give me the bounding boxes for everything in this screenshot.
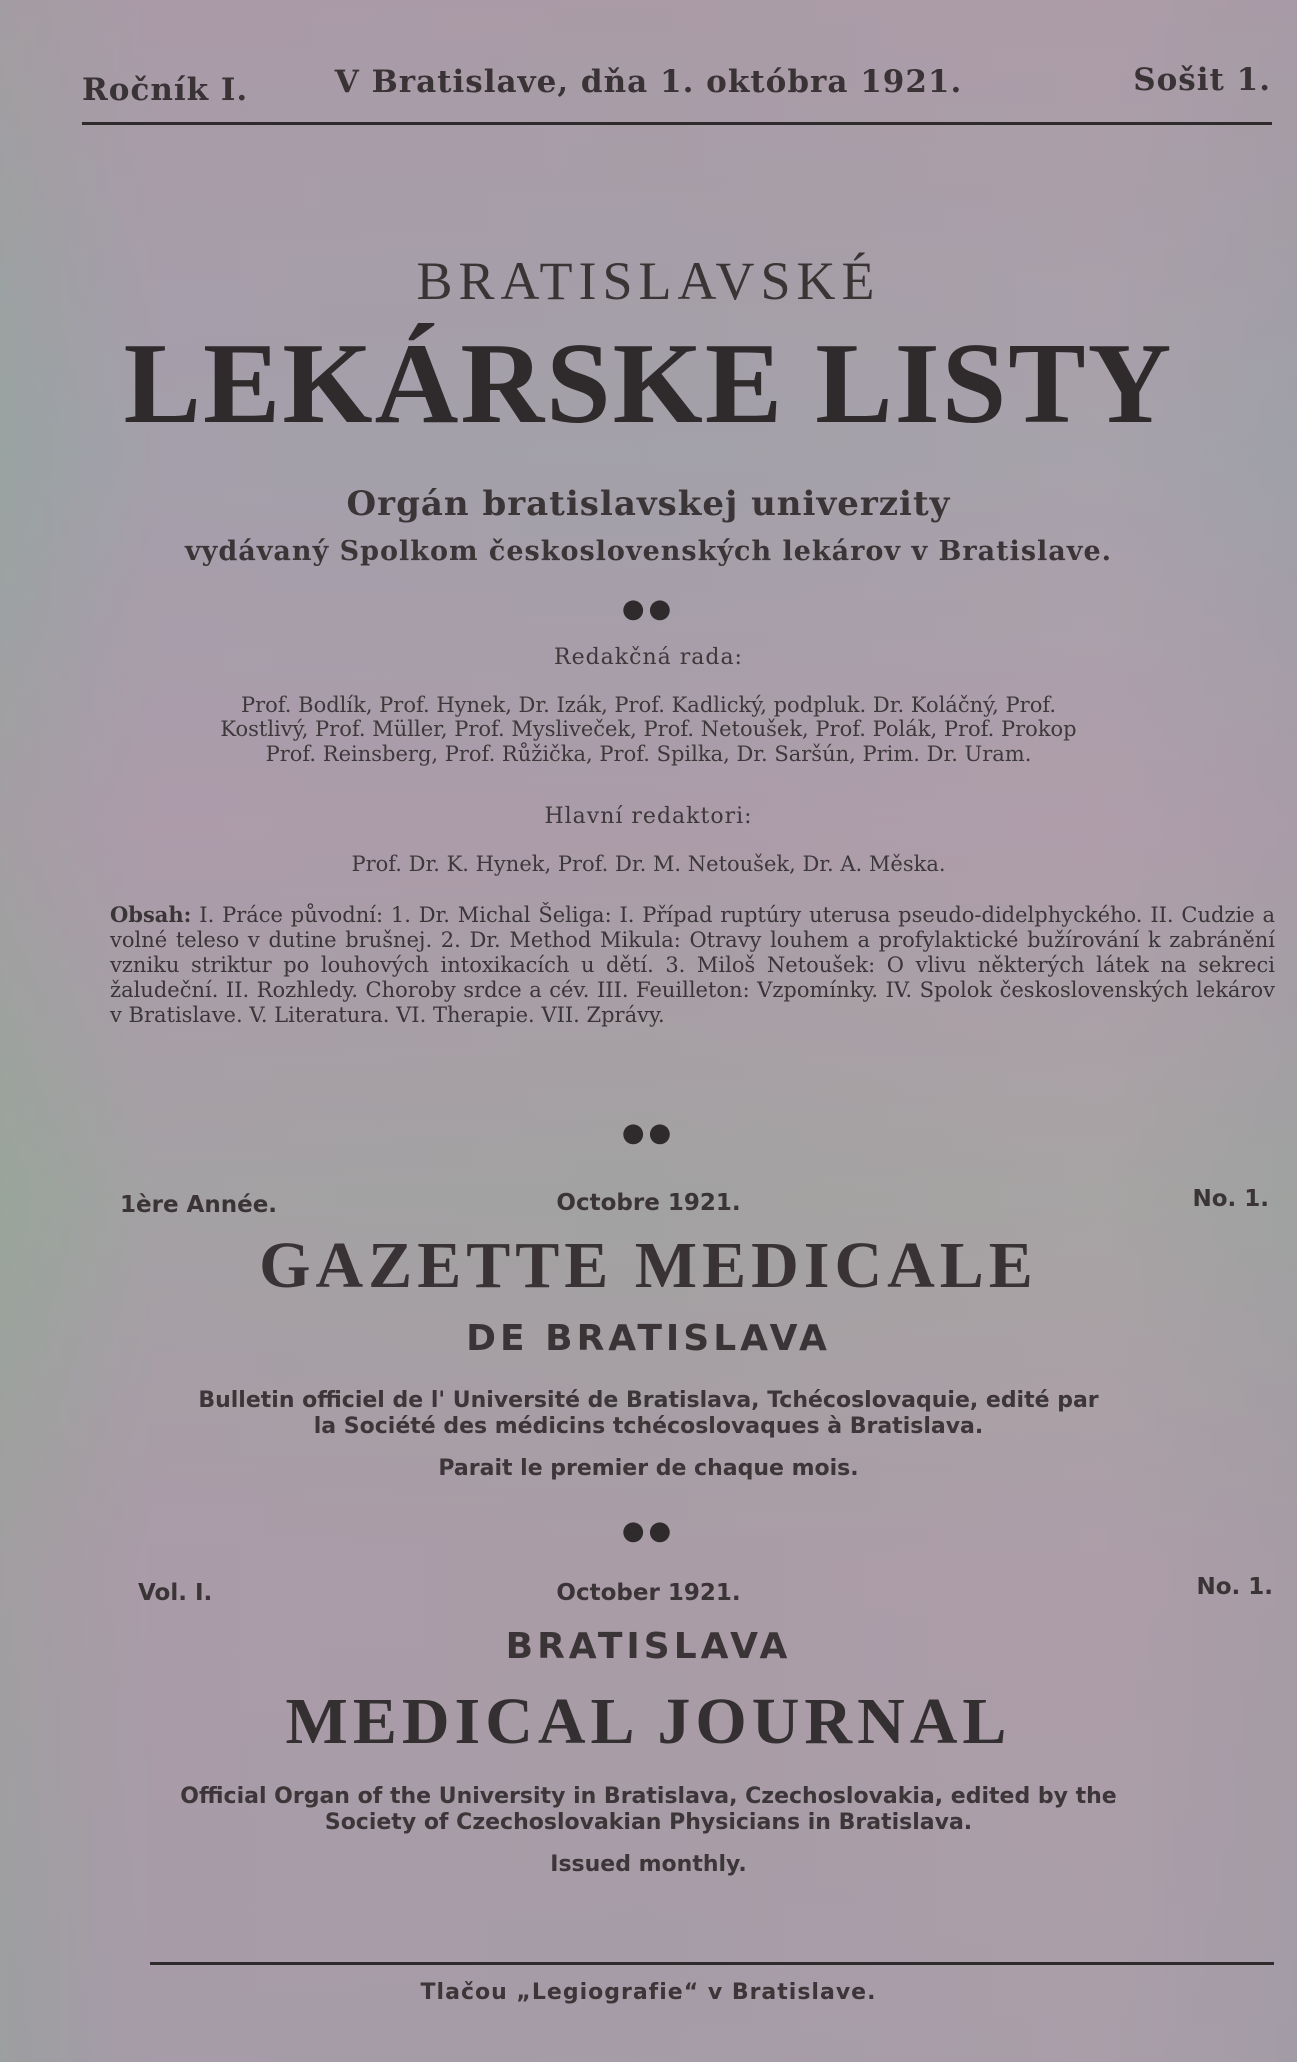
- french-bulletin-line2: la Société des médicins tchécoslovaques à Bratislava.: [313, 1414, 984, 1439]
- editorial-board-line3: Prof. Reinsberg, Prof. Růžička, Prof. Spilka, Dr. Saršún, Prim. Dr. Uram.: [265, 742, 1032, 766]
- ornament-dots: ●●: [621, 1118, 676, 1148]
- contents-text: I. Práce původní: 1. Dr. Michal Šeliga: I. Případ ruptúry uterusa pseudo-didelphyckého. II. Cudzie a volné teleso v dutine brušnej. 2. Dr. Method Mikula: Otravy louhem a profylaktické bužírování k zabránění vzniku striktur po louhových intoxikacích u dětí. 3. Miloš Netoušek: O vlivu některých látek na sekreci žaludeční. II. Rozhledy. Choroby srdce a cév. III. Feuilleton: Vzpomínky. IV. Spolok československých lekárov v Bratislave. V. Literatura. VI. Therapie. VII. Zprávy.: [110, 903, 1276, 1027]
- french-bulletin-line1: Bulletin officiel de l' Université de Bratislava, Tchécoslovaquie, edité par: [198, 1388, 1099, 1413]
- masthead-subtitle1: Orgán bratislavskej univerzity: [346, 484, 951, 524]
- volume-label: Ročník I.: [82, 72, 249, 108]
- editorial-board-line1: Prof. Bodlík, Prof. Hynek, Dr. Izák, Prof. Kadlický, podpluk. Dr. Koláčný, Prof.: [240, 693, 1057, 717]
- english-volume: Vol. I.: [138, 1580, 213, 1606]
- english-date: October 1921.: [556, 1580, 741, 1606]
- masthead-title: LEKÁRSKE LISTY: [123, 320, 1174, 448]
- footer-rule: [150, 1962, 1274, 1965]
- header-rule: [82, 122, 1272, 125]
- editorial-board-line2: Kostlivý, Prof. Müller, Prof. Mysliveček, Prof. Netoušek, Prof. Polák, Prof. Prokop: [220, 717, 1077, 741]
- contents-label: Obsah:: [110, 902, 192, 927]
- french-annee: 1ère Année.: [120, 1192, 278, 1218]
- french-number: No. 1.: [1192, 1186, 1269, 1212]
- contents-block: [110, 902, 1275, 1028]
- printer-line: Tlačou „Legiografie“ v Bratislave.: [420, 1980, 877, 2005]
- french-title: GAZETTE MEDICALE: [259, 1229, 1038, 1302]
- place-date: V Bratislave, dňa 1. októbra 1921.: [334, 64, 963, 100]
- french-subtitle: DE BRATISLAVA: [466, 1318, 831, 1359]
- french-frequency: Parait le premier de chaque mois.: [438, 1456, 859, 1481]
- editorial-board-heading: Redakčná rada:: [554, 645, 743, 670]
- chief-editors-names: Prof. Dr. K. Hynek, Prof. Dr. M. Netoušek, Dr. A. Měska.: [351, 852, 946, 876]
- masthead-line1: BRATISLAVSKÉ: [416, 251, 881, 311]
- masthead-subtitle2: vydávaný Spolkom československých lekárov v Bratislave.: [184, 536, 1113, 567]
- english-official-line1: Official Organ of the University in Bratislava, Czechoslovakia, edited by the: [180, 1784, 1117, 1809]
- english-official-line2: Society of Czechoslovakian Physicians in Bratislava.: [324, 1810, 973, 1835]
- ornament-dots: ●●: [621, 1516, 676, 1546]
- issue-label: Sošit 1.: [1133, 62, 1271, 98]
- french-date: Octobre 1921.: [556, 1190, 741, 1216]
- english-line1: BRATISLAVA: [505, 1626, 792, 1667]
- ornament-dots: ●●: [621, 594, 676, 624]
- chief-editors-heading: Hlavní redaktori:: [544, 804, 753, 829]
- english-title: MEDICAL JOURNAL: [285, 1685, 1012, 1758]
- english-number: No. 1.: [1196, 1574, 1273, 1600]
- english-frequency: Issued monthly.: [550, 1852, 747, 1877]
